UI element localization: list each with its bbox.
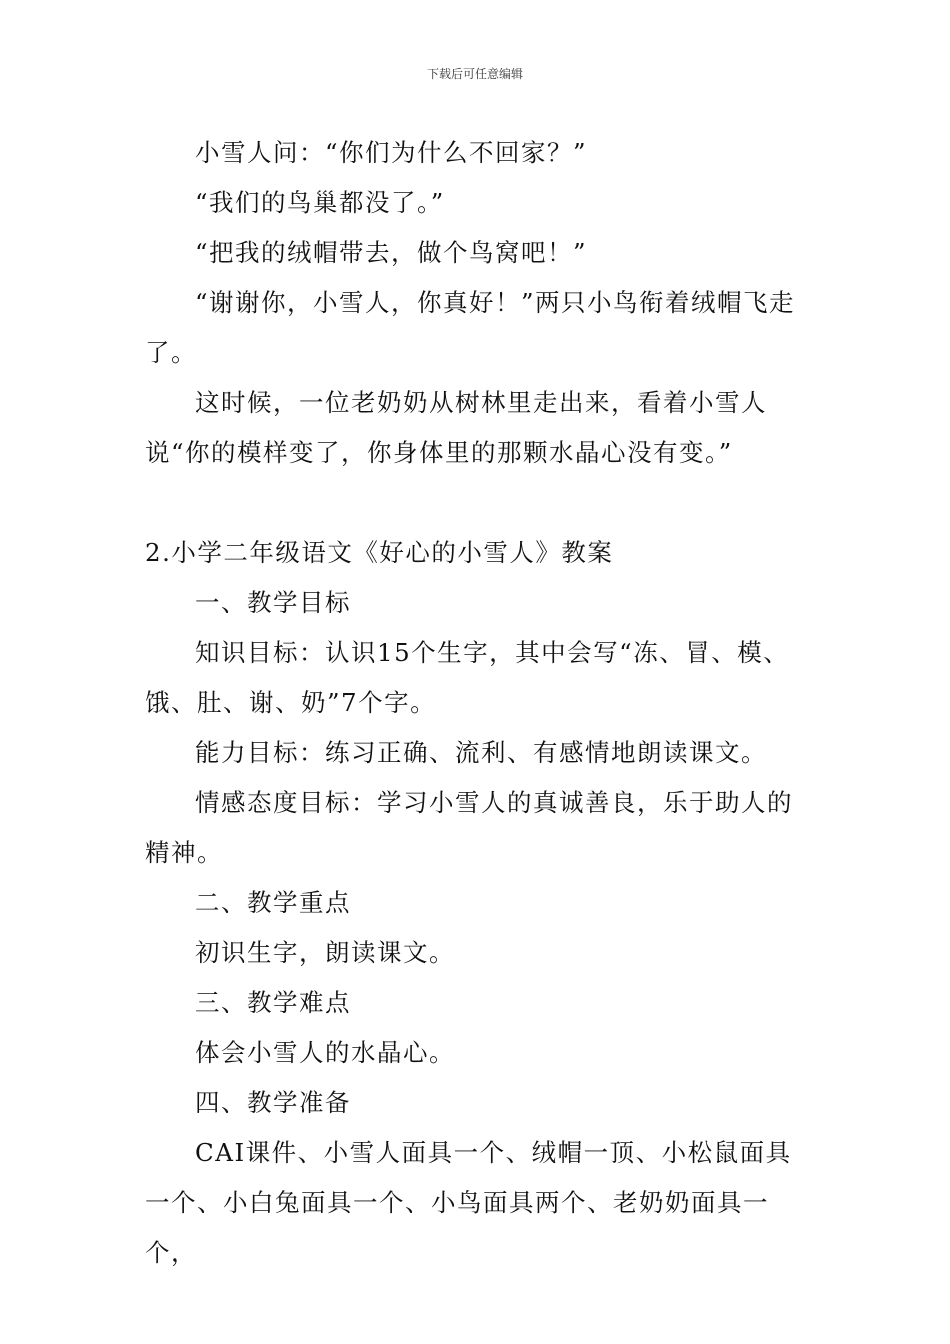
page-header: 下载后可任意编辑	[426, 67, 523, 81]
goal-knowledge: 知识目标：认识15个生字，其中会写“冻、冒、模、饿、肚、谢、奶”7个字。	[145, 638, 790, 717]
prep-heading: 四、教学准备	[195, 1088, 351, 1117]
document-body	[145, 128, 810, 1278]
focus-text: 初识生字，朗读课文。	[195, 938, 455, 967]
lesson-title: 2.小学二年级语文《好心的小雪人》教案	[145, 538, 614, 567]
story-paragraph: “把我的绒帽带去，做个鸟窝吧！”	[195, 238, 588, 267]
focus-heading: 二、教学重点	[195, 888, 351, 917]
section-gap	[145, 478, 810, 528]
difficulty-heading: 三、教学难点	[195, 988, 351, 1017]
goals-heading: 一、教学目标	[195, 588, 351, 617]
prep-text: CAI课件、小雪人面具一个、绒帽一顶、小松鼠面具一个、小白兔面具一个、小鸟面具两个、老奶奶面具一个，	[145, 1138, 792, 1267]
goal-ability: 能力目标：练习正确、流利、有感情地朗读课文。	[195, 738, 767, 767]
story-paragraph: 这时候，一位老奶奶从树林里走出来，看着小雪人说“你的模样变了，你身体里的那颗水晶心没有变。”	[145, 388, 767, 467]
difficulty-text: 体会小雪人的水晶心。	[195, 1038, 455, 1067]
story-paragraph: “我们的鸟巢都没了。”	[195, 188, 445, 217]
story-paragraph: “谢谢你，小雪人，你真好！”两只小鸟衔着绒帽飞走了。	[145, 288, 796, 367]
goal-emotion: 情感态度目标：学习小雪人的真诚善良，乐于助人的精神。	[145, 788, 793, 867]
story-paragraph: 小雪人问：“你们为什么不回家？”	[195, 138, 588, 167]
